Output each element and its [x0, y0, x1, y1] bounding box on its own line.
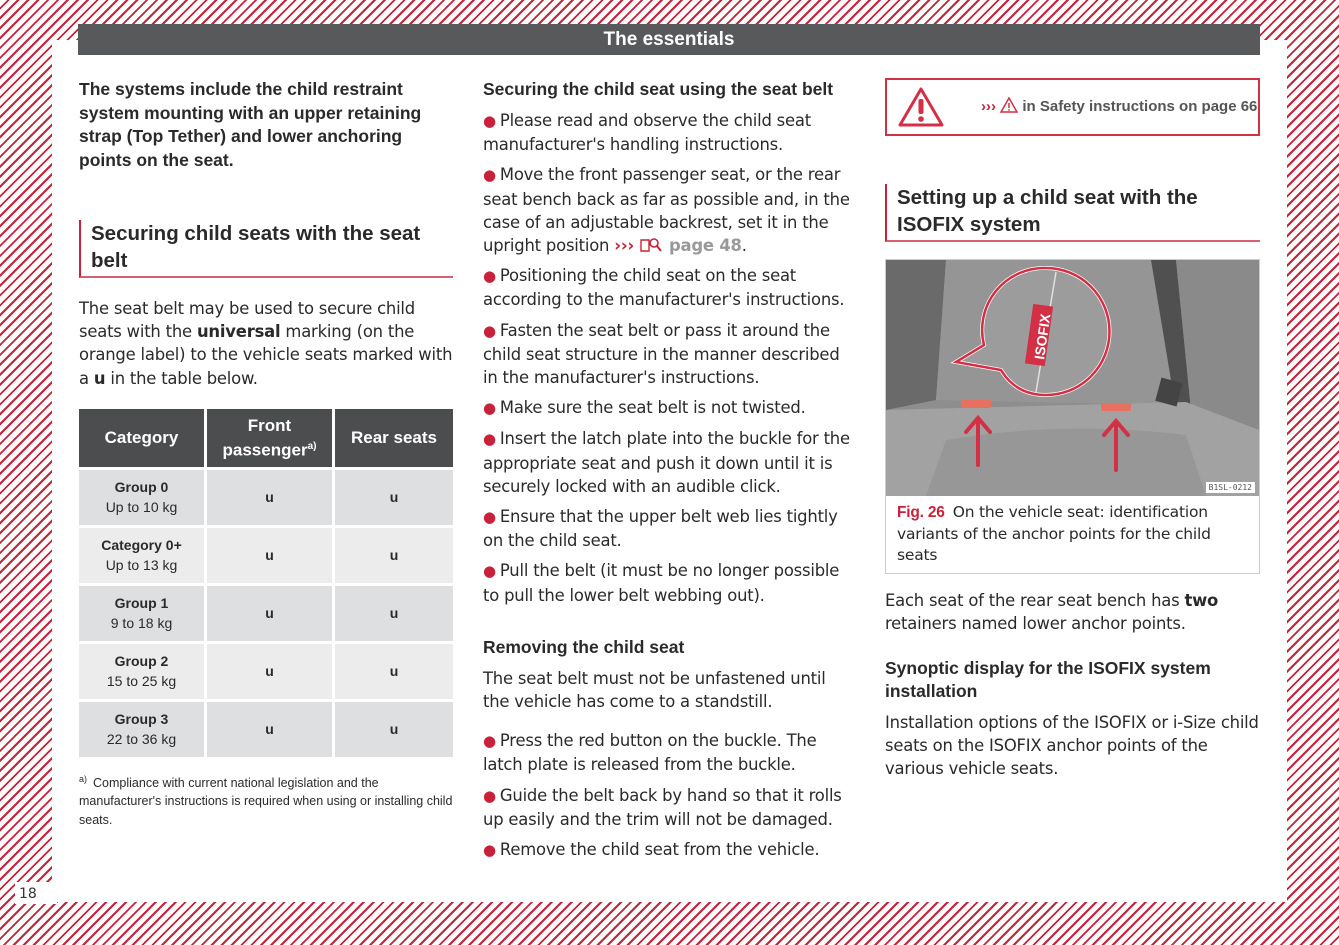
intro-paragraph: The seat belt may be used to secure child seats with the universal marking (on the orange label) to the vehicle seats marked with a u in the table below. [79, 299, 453, 388]
column-right [885, 78, 1260, 781]
chapter-header: The essentials [78, 24, 1260, 55]
col-header-front: Front passenger$^{a)}$ [207, 409, 332, 467]
list-item: ● Please read and observe the child seat manufacturer's handling instructions. [483, 111, 811, 155]
heading-synoptic: Synoptic display for the ISOFIX system installation [885, 657, 1211, 701]
warning-triangle-icon [897, 86, 945, 128]
table-row: Group 3 22 to 36 kg u u [79, 702, 453, 757]
lead-paragraph: The systems include the child restraint system mounting with an upper retaining strap (Top Tether) and lower anchoring points on the seat. [79, 79, 422, 170]
heading-removing: Removing the child seat [483, 636, 685, 657]
book-search-icon [639, 237, 663, 253]
installation-paragraph: Installation options of the ISOFIX or i-Size child seats on the ISOFIX anchor points of the various vehicle seats. [885, 712, 1259, 779]
child-seat-table [76, 406, 456, 760]
list-item: ● Positioning the child seat on the seat according to the manufacturer's instructions. [483, 266, 845, 310]
figure-caption: Fig. 26 On the vehicle seat: identification variants of the anchor points for the child seats [897, 503, 1211, 564]
table-row: Group 1 9 to 18 kg u u [79, 586, 453, 641]
list-item: ● Ensure that the upper belt web lies tightly on the child seat. [483, 507, 838, 551]
table-row: Category 0+ Up to 13 kg u u [79, 528, 453, 583]
list-item: ● Insert the latch plate into the buckle for the appropriate seat and push it down until it is securely locked with an audible click. [483, 429, 850, 496]
table-row: Group 2 15 to 25 kg u u [79, 644, 453, 699]
safety-crossref-link[interactable]: ››› in Safety instructions on page 66 [981, 98, 1258, 115]
svg-text:ISOFIX: ISOFIX [1031, 312, 1054, 361]
col-header-rear: Rear seats [335, 409, 453, 467]
isofix-seat-image [886, 260, 1259, 496]
list-item: ● Move the front passenger seat, or the rear seat bench back as far as possible and, in the case of an adjustable backrest, set it in the upright position ››› page 48. [483, 165, 850, 256]
list-item: ● Remove the child seat from the vehicle. [483, 840, 820, 860]
removing-intro: The seat belt must not be unfastened until the vehicle has come to a standstill. [483, 668, 826, 712]
list-item: ● Press the red button on the buckle. The latch plate is released from the buckle. [483, 731, 817, 775]
figure-26 [885, 259, 1260, 574]
table-row: Group 0 Up to 10 kg u u [79, 470, 453, 525]
column-left [79, 78, 453, 829]
small-warning-icon [1000, 97, 1018, 113]
section-title: Setting up a child seat with the ISOFIX system [885, 184, 1260, 242]
col-header-category: Category [79, 409, 204, 467]
table-footnote: $^{a)}$ Compliance with current national legislation and the manufacturer's instructions is required when using or installing child seats. [79, 773, 453, 827]
list-item: ● Fasten the seat belt or pass it around the child seat structure in the manner described in the manufacturer's instructions. [483, 320, 840, 388]
anchor-paragraph: Each seat of the rear seat bench has two retainers named lower anchor points. [885, 590, 1219, 633]
column-middle [483, 78, 855, 869]
list-item: ● Make sure the seat belt is not twisted. [483, 398, 806, 418]
section-title: Securing child seats with the seat belt [79, 220, 453, 278]
page-number: 18 [15, 882, 57, 904]
safety-warning-box [885, 78, 1260, 136]
crossref-link[interactable]: ››› page 48 [614, 236, 742, 256]
heading-securing: Securing the child seat using the seat belt [483, 79, 834, 99]
list-item: ● Guide the belt back by hand so that it rolls up easily and the trim will not be damaged. [483, 785, 842, 829]
image-code: B1SL-0212 [1206, 482, 1255, 493]
list-item: ● Pull the belt (it must be no longer possible to pull the lower belt webbing out). [483, 561, 840, 605]
